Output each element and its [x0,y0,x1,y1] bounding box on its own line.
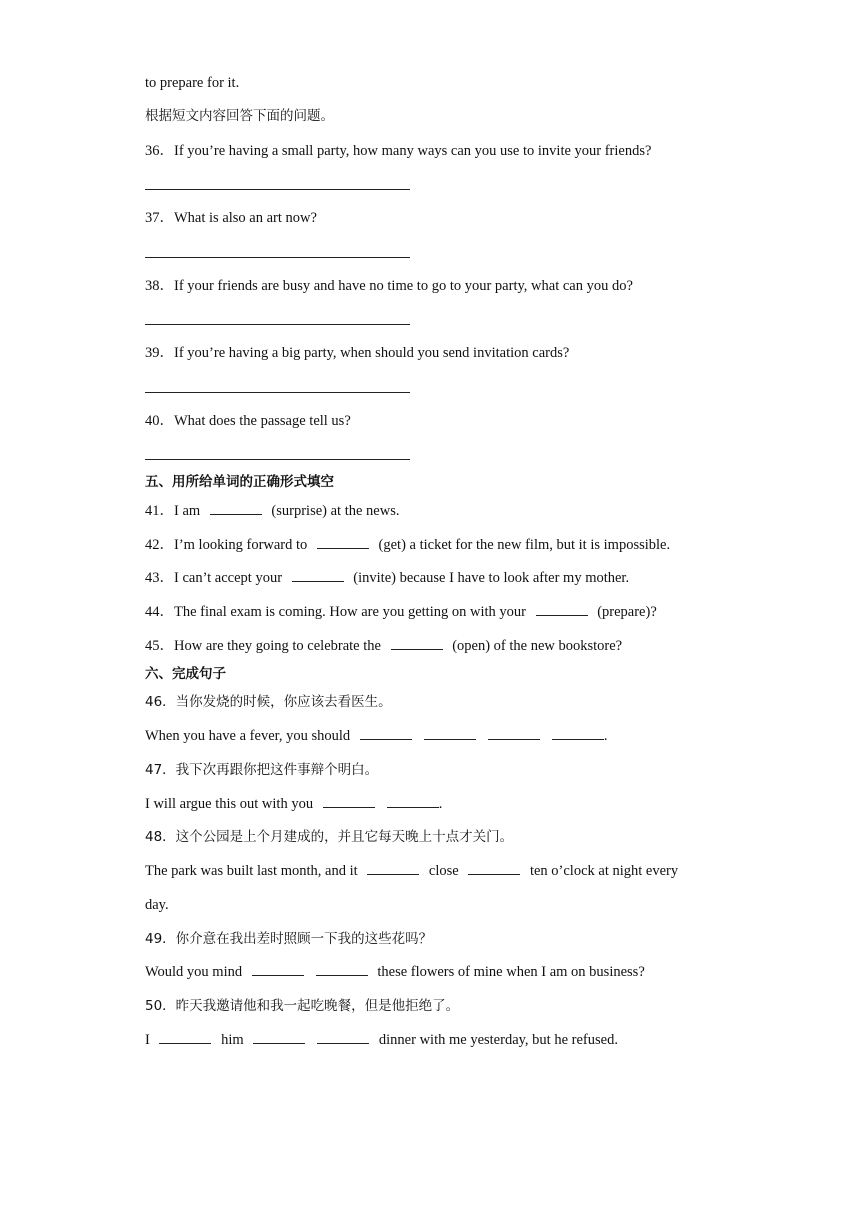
blank-41[interactable] [210,502,262,515]
item-46-text-a: When you have a fever, you should [145,728,351,744]
item-46-chinese: 46．当你发烧的时候，你应该去看医生。 [145,694,392,710]
item-47-end: . [438,796,443,812]
item-45-text-b: (open) of the new bookstore? [452,638,623,654]
blank-45[interactable] [391,637,443,650]
blank-46-1[interactable] [360,727,412,740]
item-44-text-b: (prepare)? [597,604,657,620]
question-38: 38．If your friends are busy and have no time to go to your party, what can you do? [145,278,633,294]
item-49-text-a: Would you mind [145,964,243,980]
item-45-text-a: 45．How are they going to celebrate the [145,638,381,654]
blank-44[interactable] [536,603,588,616]
item-42-text-a: 42．I’m looking forward to [145,537,308,553]
answer-line-38[interactable] [145,324,410,325]
item-47-english [145,795,442,813]
item-49-english [145,963,645,981]
blank-47-1[interactable] [323,795,375,808]
answer-line-36[interactable] [145,189,410,190]
item-48-text-a: The park was built last month, and it [145,863,358,879]
item-50-english [145,1031,618,1049]
item-43-text-b: (invite) because I have to look after my mother. [353,570,630,586]
item-42 [145,536,670,554]
item-46-english [145,727,607,745]
item-50-mid: him [221,1032,244,1048]
question-39: 39．If you’re having a big party, when should you send invitation cards? [145,345,570,361]
blank-50-2[interactable] [253,1031,305,1044]
item-48-mid: close [428,863,459,879]
item-49-chinese: 49．你介意在我出差时照顾一下我的这些花吗？ [145,931,433,947]
answer-line-37[interactable] [145,257,410,258]
blank-50-1[interactable] [159,1031,211,1044]
blank-50-3[interactable] [317,1031,369,1044]
item-44 [145,603,657,621]
blank-46-3[interactable] [488,727,540,740]
item-48-continuation: day. [145,897,169,913]
question-40: 40．What does the passage tell us? [145,413,351,429]
blank-49-1[interactable] [252,963,304,976]
item-50-text-a: I [145,1032,150,1048]
blank-49-2[interactable] [316,963,368,976]
item-45 [145,637,622,655]
item-48-english [145,862,678,880]
item-42-text-b: (get) a ticket for the new film, but it is impossible. [378,537,671,553]
item-44-text-a: 44．The final exam is coming. How are you getting on with your [145,604,526,620]
item-43 [145,569,629,587]
item-46-end: . [603,728,608,744]
item-47-text-a: I will argue this out with you [145,796,314,812]
blank-46-4[interactable] [552,727,604,740]
blank-42[interactable] [317,536,369,549]
blank-47-2[interactable] [387,795,439,808]
item-43-text-a: 43．I can’t accept your [145,570,283,586]
reading-instruction: 根据短文内容回答下面的问题。 [145,108,334,124]
answer-line-39[interactable] [145,392,410,393]
question-37: 37．What is also an art now? [145,210,317,226]
item-41-text-b: (surprise) at the news. [271,503,400,519]
blank-48-1[interactable] [367,862,419,875]
section5-heading: 五、用所给单词的正确形式填空 [145,474,334,490]
item-41-text-a: 41．I am [145,503,201,519]
item-49-text-b: these flowers of mine when I am on business? [377,964,645,980]
item-50-chinese: 50．昨天我邀请他和我一起吃晚餐，但是他拒绝了。 [145,998,460,1014]
blank-46-2[interactable] [424,727,476,740]
item-50-text-b: dinner with me yesterday, but he refused. [378,1032,618,1048]
item-48-text-b: ten o’clock at night every [529,863,679,879]
item-48-chinese: 48．这个公园是上个月建成的，并且它每天晚上十点才关门。 [145,829,514,845]
section6-heading: 六、完成句子 [145,666,226,682]
item-41 [145,502,399,520]
item-47-chinese: 47．我下次再跟你把这件事辩个明白。 [145,762,379,778]
blank-48-2[interactable] [468,862,520,875]
answer-line-40[interactable] [145,459,410,460]
question-36: 36．If you’re having a small party, how many ways can you use to invite your friends? [145,143,652,159]
passage-continuation: to prepare for it. [145,75,240,91]
blank-43[interactable] [292,569,344,582]
